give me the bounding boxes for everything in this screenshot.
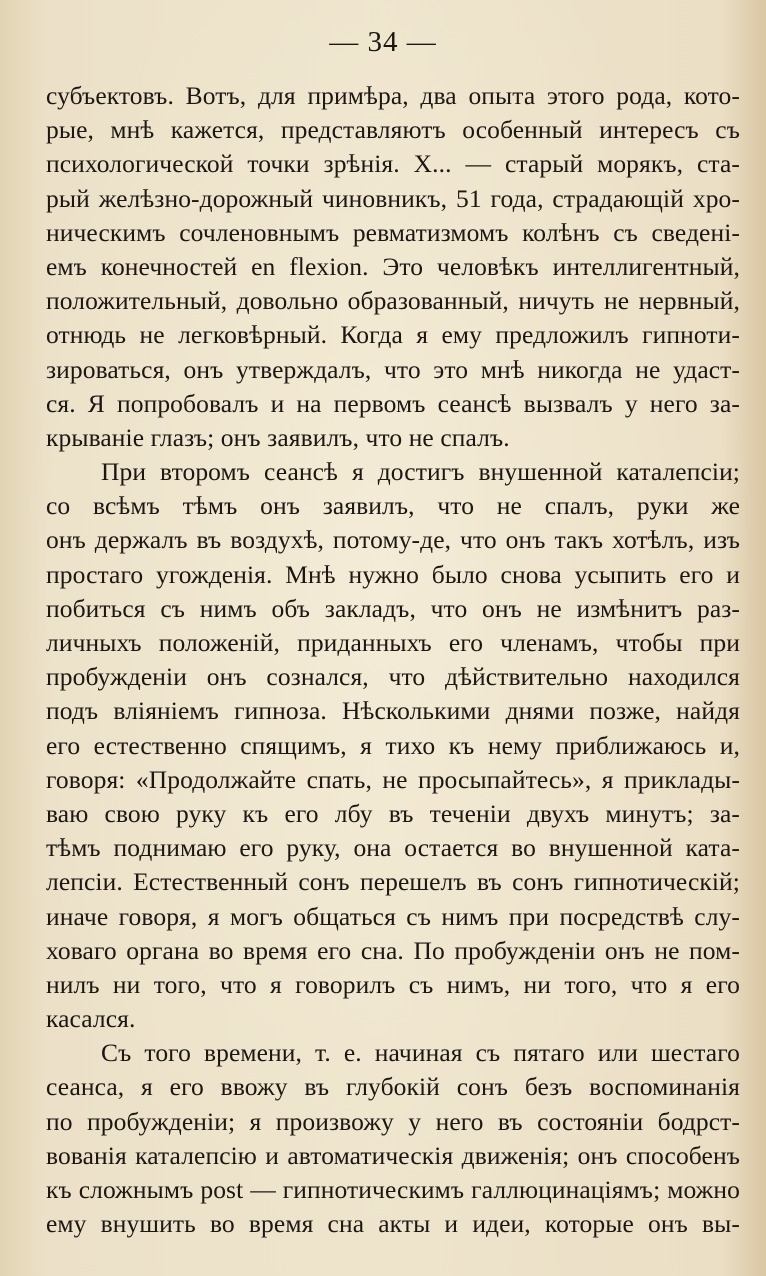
text-line: со всѣмъ тѣмъ онъ заявилъ, что не спалъ, руки же: [46, 491, 740, 521]
text-line: личныхъ положеній, приданныхъ его членамъ, чтобы при: [46, 628, 740, 657]
text-line: ническимъ сочленовнымъ ревматизмомъ колѣнъ съ сведені-: [46, 217, 740, 247]
text-line: иначе говоря, я могъ общаться съ нимъ при посредствѣ слу-: [46, 901, 740, 931]
text-line: побиться съ нимъ объ закладъ, что онъ не измѣнитъ раз-: [46, 593, 740, 623]
text-line: подъ вліяніемъ гипноза. Нѣсколькими днями позже, найдя: [46, 696, 740, 726]
text-line: емъ конечностей en flexion. Это человѣкъ интеллигентный,: [46, 251, 740, 281]
text-line: ваю свою руку къ его лбу въ теченіи двухъ минутъ; за-: [46, 798, 740, 828]
text-line: При второмъ сеансѣ я достигъ внушенной каталепсіи;: [101, 457, 740, 487]
text-line: рые, мнѣ кажется, представляютъ особенный интересъ съ: [46, 115, 740, 145]
text-line: касался.: [46, 1004, 136, 1034]
text-line: по пробужденіи; я произвожу у него въ состояніи бодрст-: [46, 1106, 740, 1136]
text-line: его естественно спящимъ, я тихо къ нему приближаюсь и,: [46, 730, 740, 760]
text-line: рый желѣзно-дорожный чиновникъ, 51 года, страдающій хро-: [46, 183, 740, 213]
text-line: психологической точки зрѣнія. X... — старый морякъ, ста-: [46, 149, 740, 179]
text-line: Съ того времени, т. е. начиная съ пятаго или шестаго: [101, 1038, 740, 1068]
text-line: ховаго органа во время его сна. По пробужденіи онъ не пом-: [46, 935, 740, 965]
text-line: тѣмъ поднимаю его руку, она остается во внушенной ката-: [46, 833, 740, 863]
body-text: [46, 79, 740, 1241]
text-line: положительный, довольно образованный, ничуть не нервный,: [46, 286, 740, 316]
text-line: вованія каталепсію и автоматическія движенія; онъ способенъ: [46, 1140, 740, 1170]
text-line: отнюдь не легковѣрный. Когда я ему предложилъ гипноти-: [46, 320, 740, 350]
text-line: лепсіи. Естественный сонъ перешелъ въ сонъ гипнотическій;: [46, 867, 740, 897]
text-line: къ сложнымъ post — гипнотическимъ галлюцинаціямъ; можно: [46, 1175, 740, 1204]
text-line: простаго угожденія. Мнѣ нужно было снова усыпить его и: [46, 559, 740, 589]
page-number: — 34 —: [329, 26, 437, 58]
text-line: сеанса, я его ввожу въ глубокій сонъ безъ воспоминанія: [46, 1072, 740, 1102]
text-line: нилъ ни того, что я говорилъ съ нимъ, ни того, что я его: [46, 969, 740, 999]
text-line: онъ держалъ въ воздухѣ, потому-де, что онъ такъ хотѣлъ, изъ: [46, 525, 740, 555]
text-line: крываніе глазъ; онъ заявилъ, что не спалъ.: [46, 422, 510, 452]
text-line: говоря: «Продолжайте спать, не просыпайтесь», я приклады-: [46, 764, 740, 794]
text-line: ему внушить во время сна акты и идеи, которые онъ вы-: [46, 1209, 740, 1239]
text-line: пробужденіи онъ сознался, что дѣйствительно находился: [46, 662, 740, 692]
text-line: зироваться, онъ утверждалъ, что это мнѣ никогда не удаст-: [46, 354, 740, 384]
text-line: ся. Я попробовалъ и на первомъ сеансѣ вызвалъ у него за-: [46, 388, 740, 418]
text-line: субъектовъ. Вотъ, для примѣра, два опыта этого рода, кото-: [46, 81, 740, 110]
